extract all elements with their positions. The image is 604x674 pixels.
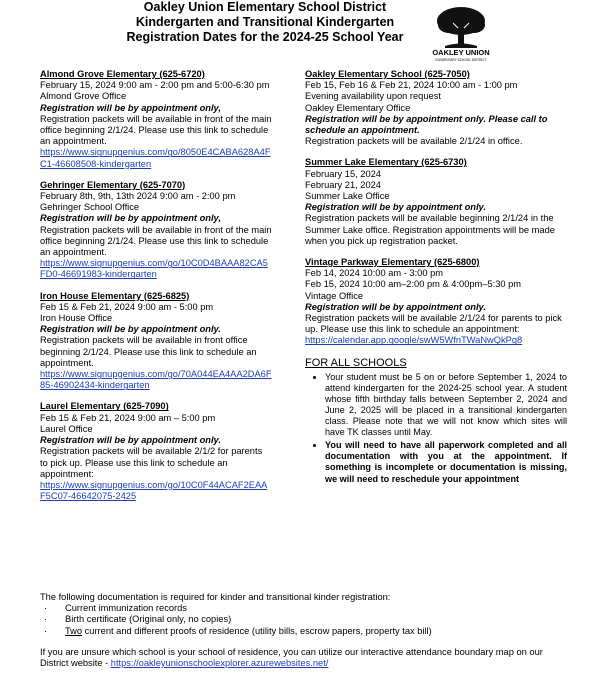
school-dates: Feb 15 & Feb 21, 2024 9:00 am - 5:00 pm [40,301,214,312]
doc-item-text: Current immunization records [65,603,187,614]
list-item [40,626,564,637]
school-summer-lake [305,157,567,247]
school-name: Oakley Elementary School (625-7050) [305,69,470,79]
school-name: Almond Grove Elementary (625-6720) [40,69,205,79]
school-location: Vintage Office [305,290,364,301]
title-line-2: Kindergarten and Transitional Kindergarten [135,15,395,29]
school-name: Iron House Elementary (625-6825) [40,290,190,301]
for-all-schools-heading: FOR ALL SCHOOLS [305,356,407,369]
note-text: If you are unsure which school is your school of residence, you can utilize our interactive attendance boundary map on our District website - [40,646,543,669]
school-location: Iron House Office [40,313,113,324]
school-oakley [305,69,567,147]
school-details: Registration packets will be available 2/1/24 for parents to pick up. Please use this link to schedule an appointment: [305,313,562,335]
school-date-1: Feb 14, 2024 10:00 am - 3:00 pm [305,268,443,279]
school-vintage-parkway [305,257,567,347]
left-column [40,69,272,512]
school-dates: Feb 15, Feb 16 & Feb 21, 2024 10:00 am - 1:00 pm [305,80,518,91]
school-dates: February 8th, 9th, 13th 2024 9:00 am - 2:00 pm [40,191,236,202]
logo-subtext: ELEMENTARY SCHOOL DISTRICT [435,58,487,62]
documentation-section [40,592,564,669]
school-details: Registration packets will be available 2/1/24 in office. [305,136,523,147]
appointment-note: Registration will be by appointment only, [40,213,221,224]
signup-link[interactable]: https://www.signupgenius.com/go/8050E4CABA628A4FC1-46608508-kindergarten [40,147,271,169]
doc-item-text: Birth certificate (Original only, no copies) [65,614,232,625]
logo-text: OAKLEY UNION [432,48,490,57]
school-details: Registration packets will be available 2/1/2 for parents to pick up. Please use this link to schedule an appointment: [40,446,263,479]
appointment-note: Registration will be by appointment only. [305,301,486,312]
bullet: · [44,625,48,636]
school-iron-house [40,291,272,392]
list-item [40,614,564,625]
right-column [305,69,567,487]
appointment-note: Registration will be by appointment only, [40,102,221,113]
school-location: Gehringer School Office [40,202,140,213]
school-date-1: February 15, 2024 [305,168,381,179]
boundary-map-link[interactable]: https://oakleyunionschoolexplorer.azurewebsites.net/ [110,658,329,669]
school-details: Registration packets will be available in front of the main office beginning 2/1/24. Please use this link to schedule an appointment. [40,113,272,147]
school-evening-note: Evening availability upon request [305,91,441,102]
list-item: • Your student must be 5 on or before September 1, 2024 to attend kindergarten for the 2024-25 school year. A student whose fifth birthday falls between September 2, 2024 and June 2, 2025 will be placed in a transitional kindergarten class. Please note that we will not know which sites will have TK classes until May. [325,372,567,439]
appointment-note: Registration will be by appointment only. [305,202,486,213]
school-location: Oakley Elementary Office [305,102,411,113]
documentation-intro: The following documentation is required for kinder and transitional kinder registration: [40,592,391,602]
school-almond-grove [40,69,272,170]
school-name: Summer Lake Elementary (625-6730) [305,157,467,168]
school-location: Summer Lake Office [305,191,390,202]
list-item [40,603,564,614]
title-line-3: Registration Dates for the 2024-25 School Year [126,30,404,44]
school-dates: Feb 15 & Feb 21, 2024 9:00 am – 5:00 pm [40,412,216,423]
list-item: • You will need to have all paperwork completed and all documentation with you at the appointment. If something is incomplete or documentation is missing, we will need to reschedule your appointment [325,440,567,484]
school-location: Almond Grove Office [40,91,127,102]
school-date-2: February 21, 2024 [305,179,381,190]
doc-item-emphasis: Two [65,625,83,636]
school-details: Registration packets will be available beginning 2/1/24 in the Summer Lake office. Registration appointments will be made when you pick up registration packet. [305,213,555,246]
for-all-schools-list [305,372,567,485]
appointment-note: Registration will be by appointment only. [40,435,221,446]
bullet: · [44,614,48,625]
oak-tree-icon [437,7,485,48]
bullet: · [44,603,48,614]
title-line-1: Oakley Union Elementary School District [143,0,387,14]
school-location: Laurel Office [40,423,93,434]
school-details: Registration packets will be available in front office beginning 2/1/24. Please use this link to schedule an appointment. [40,335,257,368]
signup-link[interactable]: https://www.signupgenius.com/go/10C0D4BAAA82CA5FD0-46691983-kindergarten [40,258,268,280]
district-logo [431,4,491,64]
school-gehringer [40,180,272,281]
school-laurel [40,401,272,502]
signup-link[interactable]: https://calendar.app.google/swW5WfnTWaNwQkPg8 [305,335,523,346]
signup-link[interactable]: https://www.signupgenius.com/go/10C0F44ACAF2EAAF5C07-46642075-2425 [40,479,268,502]
doc-item-text: current and different proofs of residence (utility bills, escrow papers, property tax bill) [82,625,432,636]
appointment-note: Registration will be by appointment only. Please call to schedule an appointment. [305,113,548,136]
school-details: Registration packets will be available in front of the main office beginning 2/1/24. Please use this link to schedule an appointment. [40,224,272,258]
school-name: Vintage Parkway Elementary (625-6800) [305,257,480,268]
appointment-note: Registration will be by appointment only. [40,324,221,335]
signup-link[interactable]: https://www.signupgenius.com/go/70A044EA4AA2DA6F85-46902434-kindergarten [40,369,272,391]
school-date-2: Feb 15, 2024 10:00 am–2:00 pm & 4:00pm–5:30 pm [305,279,522,290]
document-title [40,0,490,45]
school-name: Gehringer Elementary (625-7070) [40,179,186,190]
school-dates: February 15, 2024 9:00 am - 2:00 pm and 5:00-6:30 pm [40,80,270,91]
boundary-map-note [40,647,564,669]
school-name: Laurel Elementary (625-7090) [40,401,169,412]
